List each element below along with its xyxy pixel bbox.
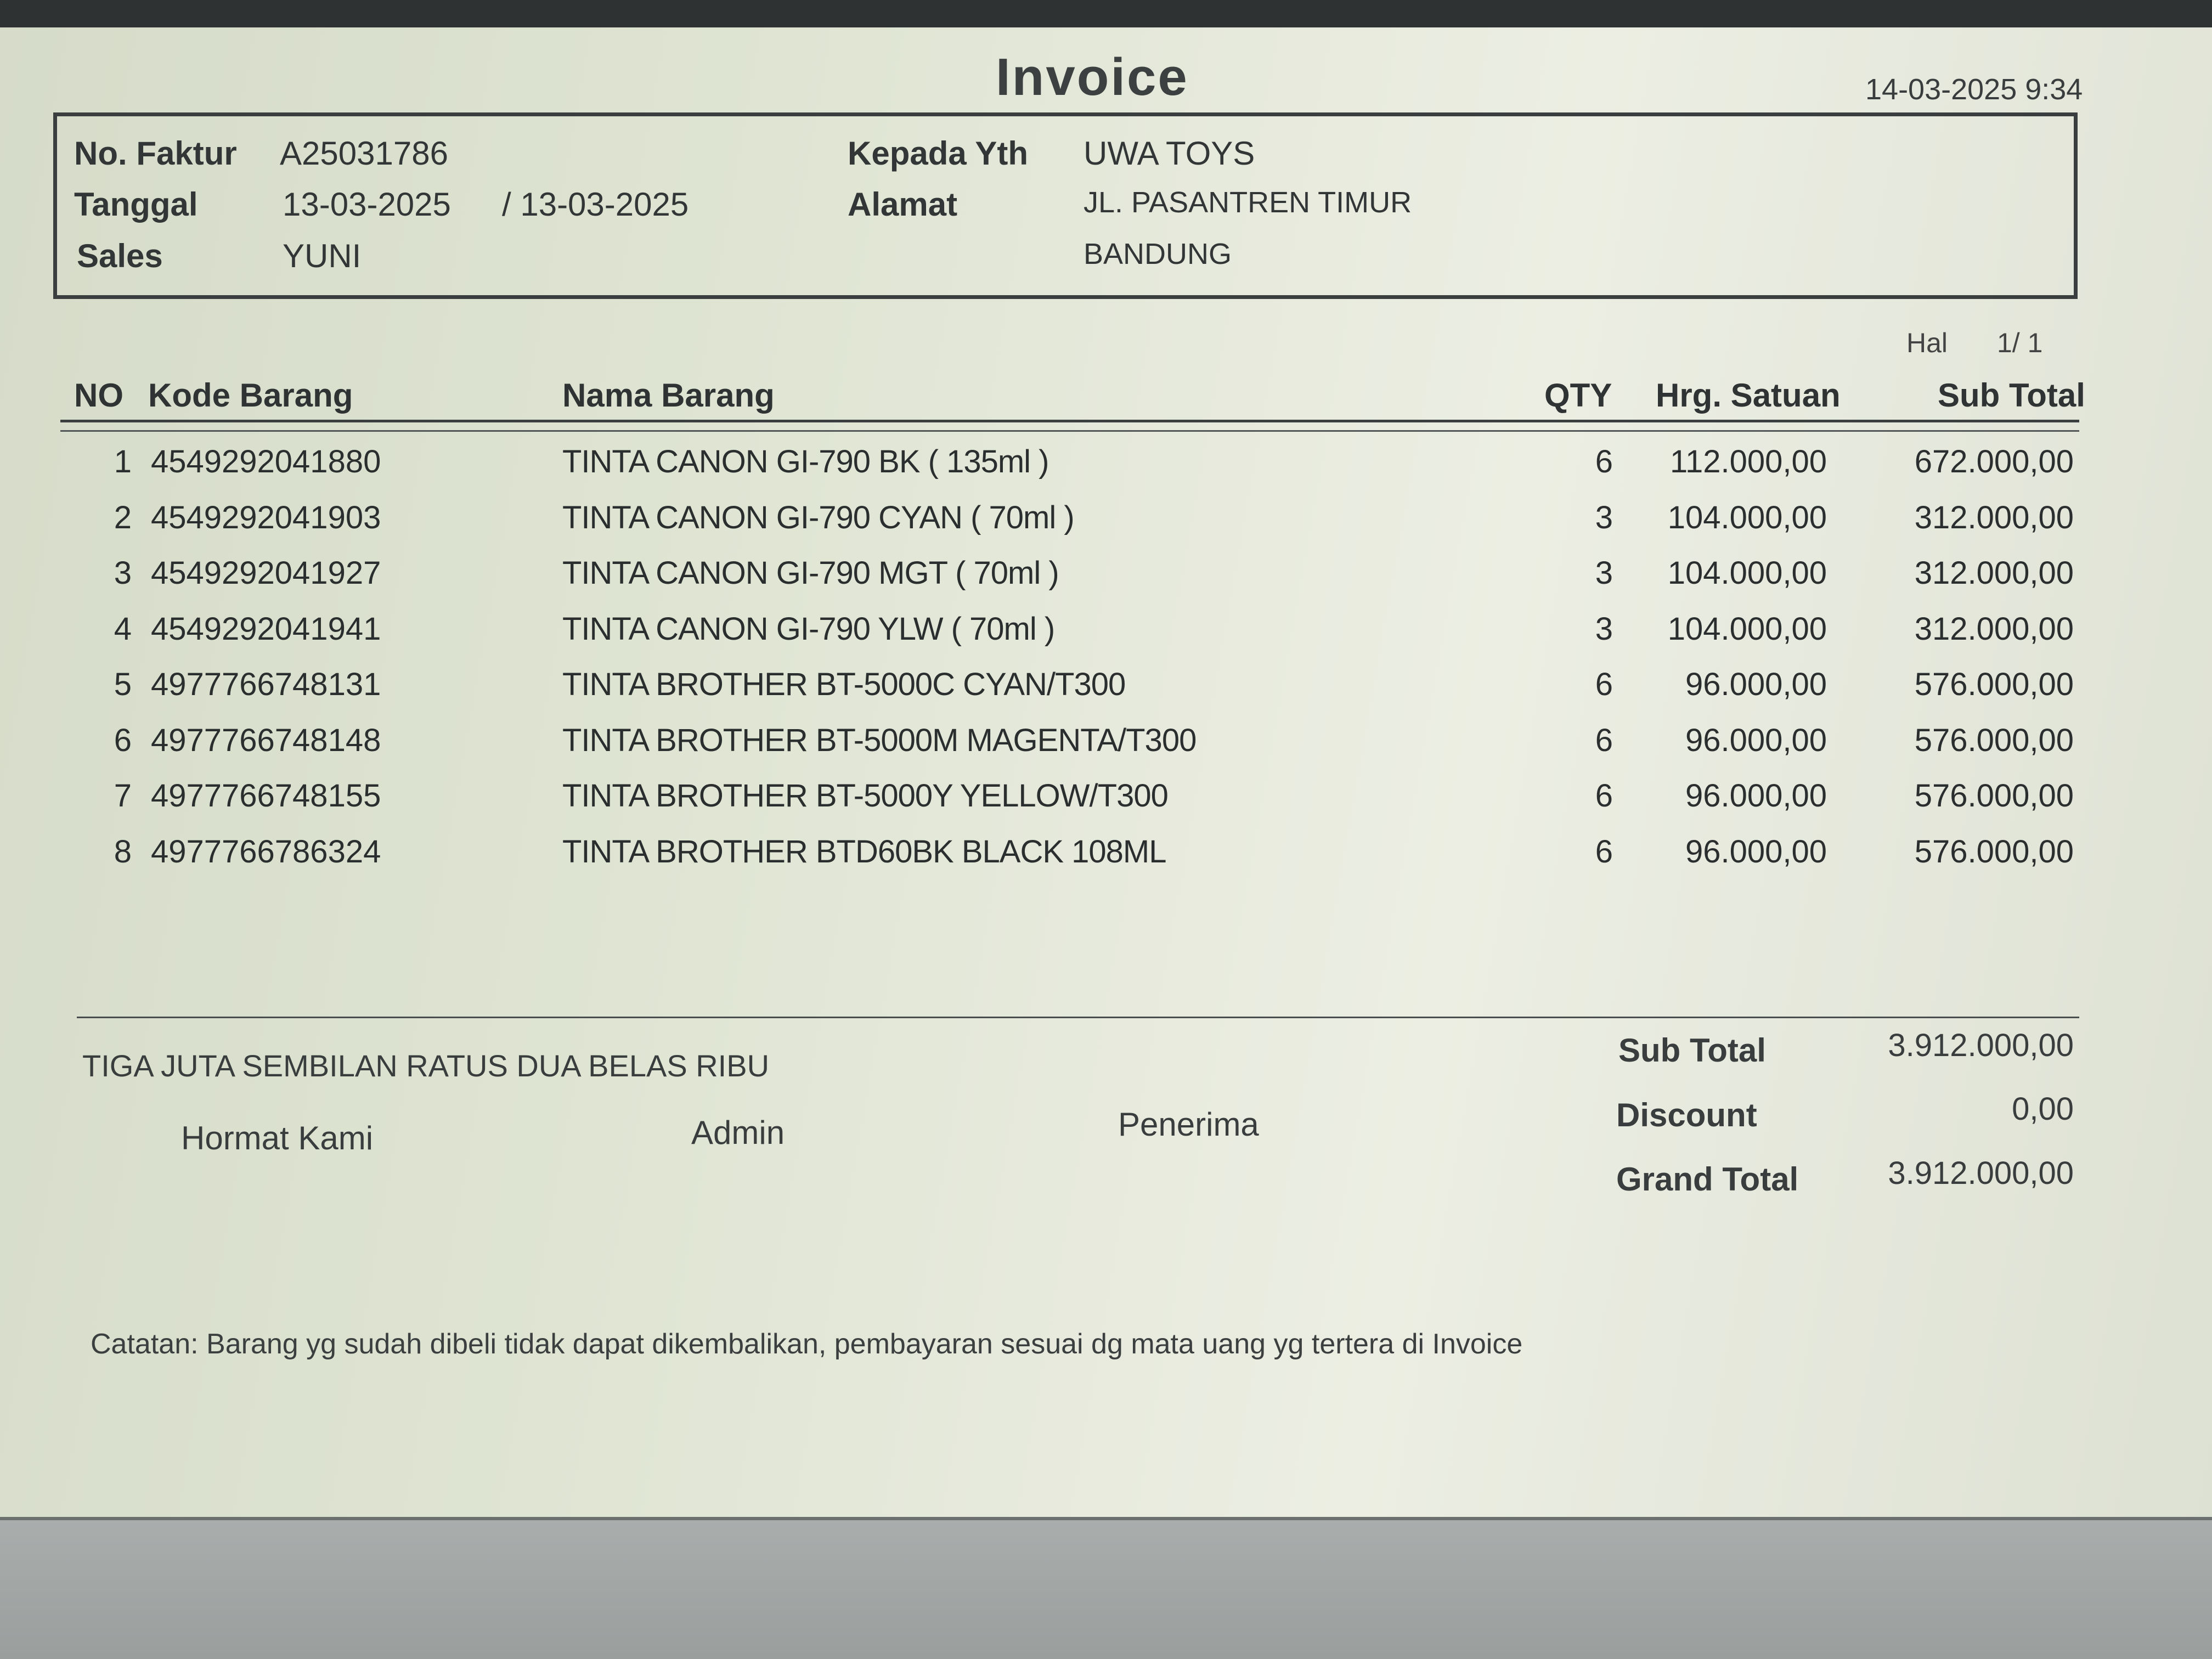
item-harga-satuan: 96.000,00 (1685, 778, 1827, 814)
item-nama-barang: TINTA CANON GI-790 YLW ( 70ml ) (562, 611, 1055, 647)
item-sub-total: 312.000,00 (1914, 611, 2074, 647)
item-nama-barang: TINTA BROTHER BTD60BK BLACK 108ML (562, 833, 1166, 870)
item-kode-barang: 4549292041941 (151, 611, 381, 647)
item-kode-barang: 4977766748155 (151, 778, 381, 814)
kepada-label: Kepada Yth (848, 135, 1028, 172)
kepada-value: UWA TOYS (1084, 135, 1255, 172)
summary-subtotal-label: Sub Total (1618, 1032, 1766, 1069)
item-sub-total: 576.000,00 (1914, 778, 2074, 814)
item-sub-total: 576.000,00 (1914, 833, 2074, 870)
item-nama-barang: TINTA CANON GI-790 BK ( 135ml ) (562, 444, 1049, 479)
item-sub-total: 672.000,00 (1914, 444, 2074, 479)
item-kode-barang: 4549292041880 (151, 444, 381, 479)
item-kode-barang: 4977766748131 (151, 667, 381, 702)
invoice-title: Invoice (996, 48, 1189, 106)
item-no: 4 (114, 611, 132, 647)
invoice-note: Catatan: Barang yg sudah dibeli tidak dapat dikembalikan, pembayaran sesuai dg mata uang yg tertera di Invoice (91, 1328, 1523, 1360)
column-kode-barang: Kode Barang (148, 377, 353, 414)
column-nama-barang: Nama Barang (562, 377, 775, 414)
tanggal-to: / 13-03-2025 (502, 186, 689, 223)
alamat-line-1: JL. PASANTREN TIMUR (1084, 186, 1412, 219)
column-qty: QTY (1544, 377, 1612, 414)
signature-admin: Admin (691, 1114, 785, 1151)
item-no: 8 (114, 833, 132, 870)
item-qty: 6 (1595, 667, 1613, 702)
item-qty: 3 (1595, 499, 1613, 535)
item-no: 1 (114, 444, 132, 479)
item-qty: 3 (1595, 555, 1613, 591)
tanggal-label: Tanggal (74, 186, 198, 223)
no-faktur-label: No. Faktur (74, 135, 237, 172)
item-no: 5 (114, 667, 132, 702)
item-no: 2 (114, 499, 132, 535)
item-nama-barang: TINTA CANON GI-790 MGT ( 70ml ) (562, 555, 1059, 591)
column-sub-total: Sub Total (1938, 377, 2085, 414)
column-no: NO (74, 377, 123, 414)
item-qty: 6 (1595, 833, 1613, 870)
item-qty: 6 (1595, 444, 1613, 479)
item-qty: 6 (1595, 778, 1613, 814)
item-kode-barang: 4549292041903 (151, 499, 381, 535)
item-no: 7 (114, 778, 132, 814)
item-no: 3 (114, 555, 132, 591)
item-harga-satuan: 104.000,00 (1667, 555, 1827, 591)
item-no: 6 (114, 722, 132, 758)
summary-discount-value: 0,00 (2012, 1091, 2074, 1127)
item-nama-barang: TINTA BROTHER BT-5000Y YELLOW/T300 (562, 778, 1168, 814)
item-sub-total: 576.000,00 (1914, 667, 2074, 702)
column-harga-satuan: Hrg. Satuan (1656, 377, 1841, 414)
item-qty: 6 (1595, 722, 1613, 758)
summary-subtotal-value: 3.912.000,00 (1888, 1028, 2074, 1063)
item-sub-total: 312.000,00 (1914, 555, 2074, 591)
item-sub-total: 576.000,00 (1914, 722, 2074, 758)
item-kode-barang: 4977766748148 (151, 722, 381, 758)
item-nama-barang: TINTA BROTHER BT-5000C CYAN/T300 (562, 667, 1126, 702)
signature-hormat-kami: Hormat Kami (181, 1120, 374, 1156)
summary-grand-total-label: Grand Total (1616, 1161, 1799, 1198)
item-nama-barang: TINTA CANON GI-790 CYAN ( 70ml ) (562, 499, 1074, 535)
tanggal-from: 13-03-2025 (283, 186, 451, 223)
summary-discount-label: Discount (1616, 1097, 1757, 1133)
item-harga-satuan: 104.000,00 (1667, 499, 1827, 535)
item-harga-satuan: 96.000,00 (1685, 833, 1827, 870)
sales-value: YUNI (283, 238, 362, 274)
no-faktur-value: A25031786 (280, 135, 448, 172)
sales-label: Sales (77, 238, 163, 274)
item-harga-satuan: 96.000,00 (1685, 667, 1827, 702)
alamat-line-2: BANDUNG (1084, 238, 1232, 270)
page-label: Hal (1906, 328, 1948, 358)
item-kode-barang: 4549292041927 (151, 555, 381, 591)
item-harga-satuan: 96.000,00 (1685, 722, 1827, 758)
item-kode-barang: 4977766786324 (151, 833, 381, 870)
signature-penerima: Penerima (1118, 1106, 1259, 1143)
item-sub-total: 312.000,00 (1914, 499, 2074, 535)
item-nama-barang: TINTA BROTHER BT-5000M MAGENTA/T300 (562, 722, 1197, 758)
item-harga-satuan: 112.000,00 (1670, 444, 1827, 479)
page-number: 1/ 1 (1997, 328, 2043, 358)
print-datetime: 14-03-2025 9:34 (1865, 73, 2083, 106)
item-qty: 3 (1595, 611, 1613, 647)
alamat-label: Alamat (848, 186, 958, 223)
item-harga-satuan: 104.000,00 (1667, 611, 1827, 647)
totals-rule (77, 1017, 2079, 1018)
amount-in-words: TIGA JUTA SEMBILAN RATUS DUA BELAS RIBU (82, 1048, 770, 1083)
summary-grand-total-value: 3.912.000,00 (1888, 1155, 2074, 1191)
